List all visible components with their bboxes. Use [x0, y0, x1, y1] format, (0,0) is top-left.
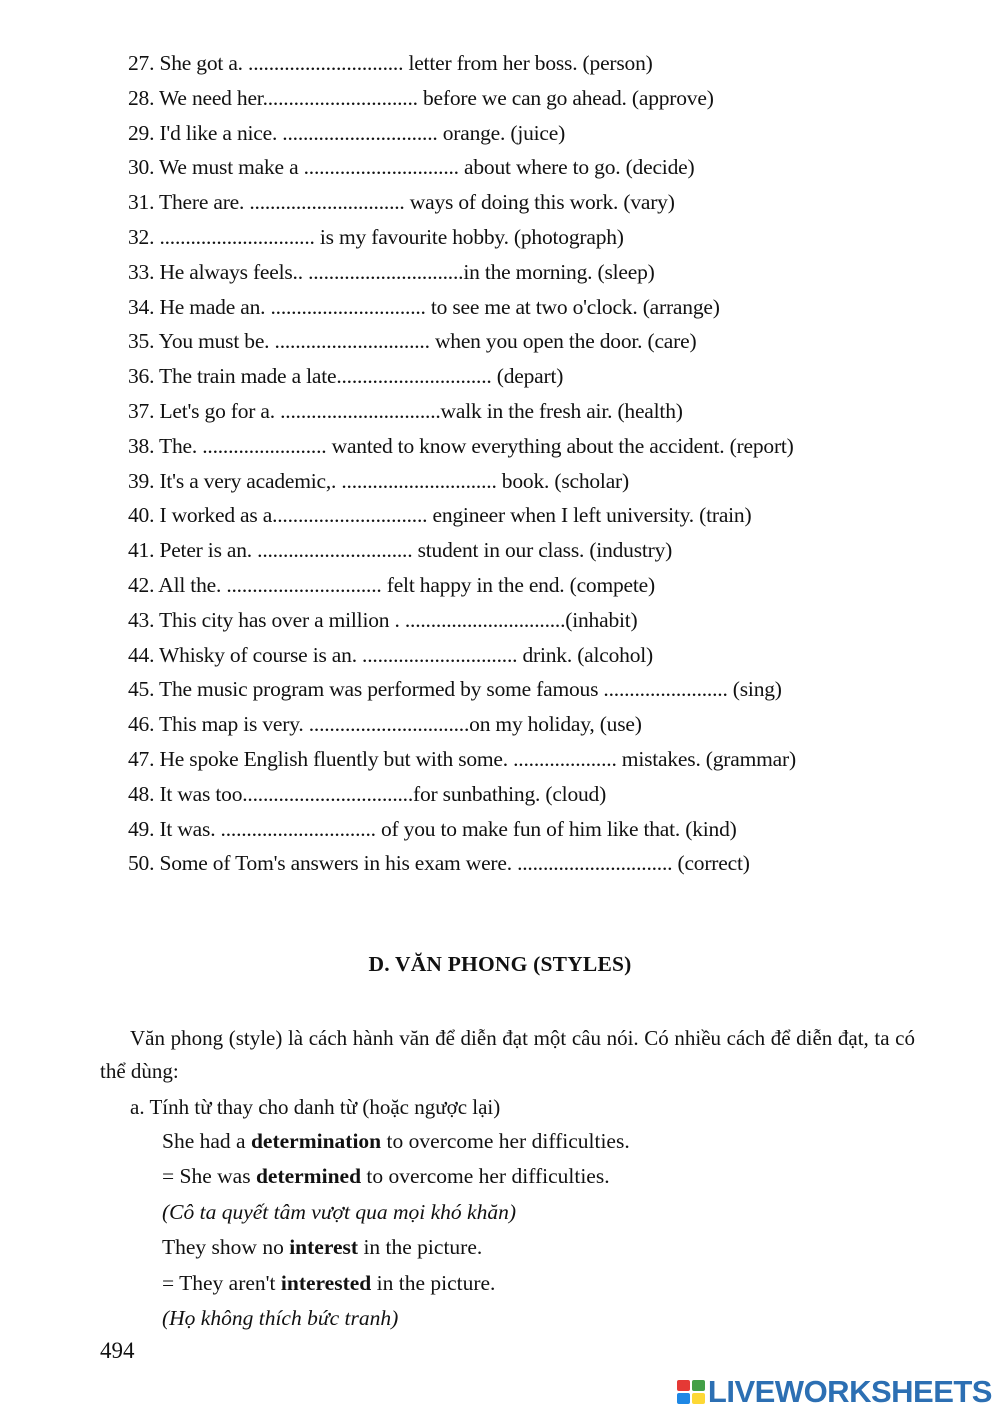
example-keyword: interest [289, 1235, 359, 1260]
example-text: They show no [162, 1235, 290, 1260]
exercise-item: 37. Let's go for a. ...............................walk in the fresh air. (health) [128, 398, 683, 423]
example-block [162, 1124, 630, 1336]
exercise-item: 46. This map is very. ...............................on my holiday, (use) [128, 712, 642, 737]
exercise-item: 30. We must make a .............................. about where to go. (decide) [128, 155, 695, 180]
exercise-list [128, 46, 968, 881]
example-text: to overcome her difficulties. [361, 1164, 610, 1189]
exercise-item: 36. The train made a late.............................. (depart) [128, 364, 564, 389]
example-keyword: determined [255, 1164, 362, 1189]
exercise-item: 41. Peter is an. .............................. student in our class. (industry) [128, 538, 673, 563]
watermark-text: LIVEWORKSHEETS [707, 1374, 992, 1409]
example-keyword: determination [250, 1129, 382, 1153]
exercise-item: 45. The music program was performed by some famous ........................ (sing) [128, 677, 782, 702]
exercise-item: 42. All the. .............................. felt happy in the end. (compete) [128, 572, 655, 597]
example-sentence [162, 1124, 630, 1159]
exercise-item: 40. I worked as a.............................. engineer when I left university. (train) [128, 503, 752, 528]
exercise-item: 50. Some of Tom's answers in his exam were. .............................. (correct) [128, 851, 750, 876]
example-text: to overcome her difficulties. [381, 1129, 630, 1153]
page-number: 494 [100, 1338, 135, 1363]
exercise-item: 34. He made an. .............................. to see me at two o'clock. (arrange) [128, 294, 720, 319]
exercise-item: 43. This city has over a million . ...............................(inhabit) [128, 607, 638, 632]
exercise-item: 49. It was. .............................. of you to make fun of him like that. (kind) [128, 816, 737, 841]
liveworksheets-watermark [676, 1376, 992, 1408]
exercise-item: 47. He spoke English fluently but with some. .................... mistakes. (grammar) [128, 746, 796, 771]
exercise-item: 35. You must be. .............................. when you open the door. (care) [128, 329, 697, 354]
example-text: = They aren't [162, 1270, 281, 1295]
exercise-item: 39. It's a very academic,. .............................. book. (scholar) [128, 468, 629, 493]
example-text: = She was [162, 1164, 256, 1189]
exercise-item: 28. We need her.............................. before we can go ahead. (approve) [128, 85, 714, 110]
exercise-item: 38. The. ........................ wanted to know everything about the accident. (report) [128, 433, 794, 458]
subheading: a. Tính từ thay cho danh từ (hoặc ngược lại) [130, 1095, 501, 1119]
exercise-item: 48. It was too.................................for sunbathing. (cloud) [128, 781, 607, 806]
example-sentence [162, 1230, 630, 1265]
exercise-item: 27. She got a. .............................. letter from her boss. (person) [128, 51, 653, 75]
exercise-item: 33. He always feels.. ..............................in the morning. (sleep) [128, 259, 655, 284]
example-translation: (Cô ta quyết tâm vượt qua mọi khó khăn) [162, 1199, 516, 1224]
example-text: She had a [162, 1129, 251, 1153]
exercise-item: 29. I'd like a nice. .............................. orange. (juice) [128, 120, 566, 145]
example-text: in the picture. [358, 1235, 483, 1260]
example-text: in the picture. [371, 1270, 496, 1295]
example-sentence [162, 1266, 630, 1301]
example-translation: (Họ không thích bức tranh) [162, 1306, 399, 1331]
intro-paragraph: Văn phong (style) là cách hành văn để diễn đạt một câu nói. Có nhiều cách để diễn đạt, ta có thể dùng: [100, 1026, 915, 1083]
example-keyword: interested [280, 1270, 372, 1295]
liveworksheets-logo-icon [676, 1377, 706, 1407]
example-sentence [162, 1159, 630, 1194]
exercise-item: 44. Whisky of course is an. .............................. drink. (alcohol) [128, 642, 654, 667]
exercise-item: 32. .............................. is my favourite hobby. (photograph) [128, 224, 624, 249]
exercise-item: 31. There are. .............................. ways of doing this work. (vary) [128, 190, 675, 215]
section-title: D. VĂN PHONG (STYLES) [368, 952, 632, 976]
